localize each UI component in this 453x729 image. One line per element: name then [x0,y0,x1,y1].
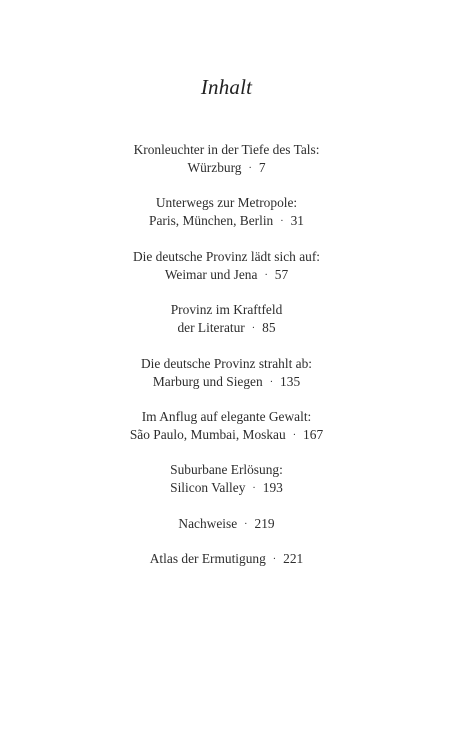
toc-page-number: 167 [303,426,324,442]
toc-entry-heading: Provinz im Kraftfeld [170,302,283,318]
toc-entry-subtitle: Würzburg [187,160,242,175]
toc-entry-heading: Die deutsche Provinz lädt sich auf: [132,248,321,264]
toc-entry [0,515,453,535]
toc-entry-subtitle: Marburg und Siegen [152,373,263,389]
toc-entry-subtitle-line [0,373,453,393]
toc-entry-subtitle: Paris, München, Berlin [149,213,274,229]
toc-entry-subtitle-line [0,266,453,286]
toc-entry [0,408,453,446]
toc-entry-subtitle: der Literatur [177,320,245,336]
toc-entry-heading: Kronleuchter in der Tiefe des Tals: [133,142,320,157]
toc-entry-subtitle: Nachweise [178,515,238,531]
toc-entry-heading: Im Anflug auf elegante Gewalt: [141,408,312,424]
toc-entry-subtitle-line [0,319,453,339]
toc-entry-subtitle-line [0,426,453,446]
toc-page-number: 57 [274,266,289,282]
toc-entry-heading: Die deutsche Provinz strahlt ab: [140,355,313,371]
toc-entry [0,355,453,393]
toc-entry [0,461,453,499]
toc-entry-subtitle-line [0,159,453,179]
page-separator: · [251,323,256,335]
toc-entry [0,301,453,339]
toc-page-number: 135 [280,373,301,389]
page-title: Inhalt [200,75,253,99]
toc-entry [0,550,453,570]
toc-page-number: 31 [290,213,304,229]
table-of-contents [0,141,453,570]
toc-entry-heading: Unterwegs zur Metropole: [155,195,298,211]
page-separator: · [252,483,256,495]
page-separator: · [280,216,284,228]
toc-page-number: 219 [254,515,275,531]
page-separator: · [244,518,248,530]
page-separator: · [264,269,268,281]
toc-entry-heading: Suburbane Erlösung: [170,462,283,478]
toc-page-number: 85 [262,320,276,336]
toc-entry-subtitle-line [0,550,453,570]
toc-page-number: 221 [283,551,304,567]
toc-entry [0,248,453,286]
toc-entry-subtitle-line [0,515,453,535]
page-separator: · [269,376,274,388]
toc-entry-subtitle: Weimar und Jena [164,266,258,282]
toc-entry [0,194,453,232]
toc-entry-subtitle: Atlas der Ermutigung [149,551,266,567]
toc-entry-subtitle: São Paulo, Mumbai, Moskau [129,426,286,442]
toc-page-number: 193 [262,480,283,496]
toc-entry-subtitle: Silicon Valley [170,480,246,496]
toc-entry [0,141,453,179]
toc-page-number: 7 [258,160,266,175]
page-separator: · [292,429,297,441]
toc-entry-subtitle-line [0,479,453,499]
toc-entry-subtitle-line [0,212,453,232]
page-separator: · [248,163,252,174]
page-separator: · [272,554,277,566]
